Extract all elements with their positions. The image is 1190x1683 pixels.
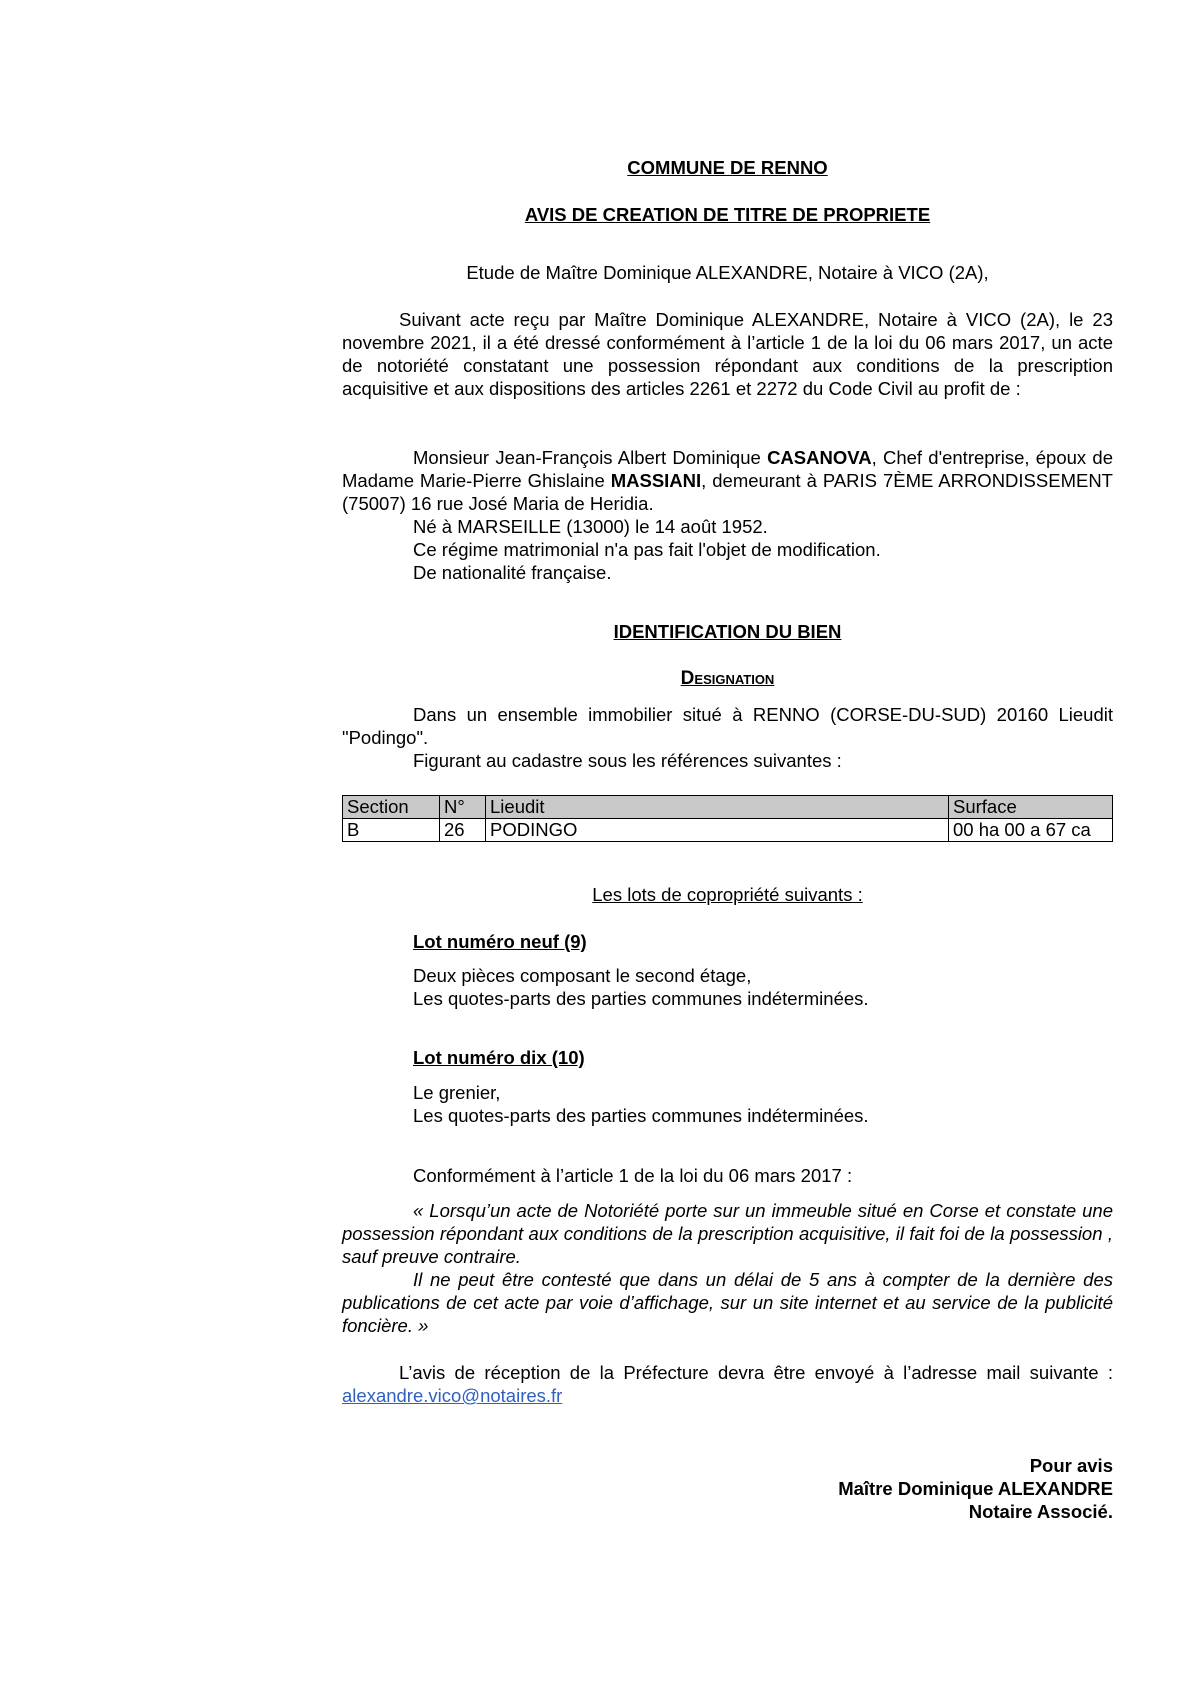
regime-line: Ce régime matrimonial n'a pas fait l'objet de modification. [413,539,881,560]
cell-surface: 00 ha 00 a 67 ca [949,819,1113,842]
etude-line: Etude de Maître Dominique ALEXANDRE, Notaire à VICO (2A), [466,262,989,283]
signature-line-1: Pour avis [1029,1455,1113,1476]
lot-10-line2: Les quotes-parts des parties communes indéterminées. [413,1105,869,1126]
location-paragraph: Dans un ensemble immobilier situé à RENNO (CORSE-DU-SUD) 20160 Lieudit "Podingo". [342,704,1113,748]
lots-title: Les lots de copropriété suivants : [592,884,863,905]
intro-paragraph: Suivant acte reçu par Maître Dominique ALEXANDRE, Notaire à VICO (2A), le 23 novembre 2021, il a été dressé conformément à l’article 1 de la loi du 06 mars 2017, un acte de notoriété constatant une possession répondant aux conditions de la prescription acquisitive et aux dispositions des articles 2261 et 2272 du Code Civil au profit de : [342,309,1113,399]
beneficiary-suffix: , demeurant à PARIS 7ÈME ARRONDISSEMENT (75007) 16 rue José Maria de Heridia. [342,470,1113,514]
beneficiary-paragraph [342,446,1113,515]
header-surface: Surface [949,796,1113,819]
cadastre-table [342,795,1113,842]
signature-title: Notaire Associé. [968,1501,1113,1522]
beneficiary-middle: , Chef d'entreprise, époux de Madame Marie-Pierre Ghislaine [342,447,1113,491]
lot-10-line1: Le grenier, [413,1082,501,1103]
table-header-row [343,796,1113,819]
law-intro: Conformément à l’article 1 de la loi du 06 mars 2017 : [413,1165,853,1186]
cadastre-intro: Figurant au cadastre sous les références suivantes : [413,750,842,771]
table-row [343,819,1113,842]
cell-number: 26 [440,819,486,842]
beneficiary-block [342,446,1113,584]
identification-title: IDENTIFICATION DU BIEN [613,621,842,642]
reception-text: L’avis de réception de la Préfecture devra être envoyé à l’adresse mail suivante : [399,1362,1113,1383]
beneficiary-surname: CASANOVA [767,447,872,468]
avis-title: AVIS DE CREATION DE TITRE DE PROPRIETE [524,204,931,225]
designation-title: Designation [680,668,775,689]
lot-10-label: Lot numéro dix (10) [413,1047,585,1068]
lot-9-line1: Deux pièces composant le second étage, [413,965,752,986]
signature-name: Maître Dominique ALEXANDRE [838,1478,1113,1499]
law-quote-1: « Lorsqu’un acte de Notoriété porte sur un immeuble situé en Corse et constate une possession répondant aux conditions de la prescription acquisitive, il fait foi de la possession , sauf preuve contraire. [342,1200,1113,1267]
commune-title: COMMUNE DE RENNO [627,157,828,178]
header-lieudit: Lieudit [486,796,949,819]
beneficiary-prefix: Monsieur Jean-François Albert Dominique [413,447,768,468]
spouse-surname: MASSIANI [610,470,702,491]
header-number: N° [440,796,486,819]
signature-block [342,1454,1113,1523]
cell-section: B [343,819,440,842]
header-section: Section [343,796,440,819]
email-link[interactable]: alexandre.vico@notaires.fr [342,1385,563,1406]
cadastre-table-wrap [342,795,1113,842]
reception-paragraph [342,1361,1113,1407]
lot-9-line2: Les quotes-parts des parties communes indéterminées. [413,988,869,1009]
cell-lieudit: PODINGO [486,819,949,842]
nationality-line: De nationalité française. [413,562,612,583]
lot-9-label: Lot numéro neuf (9) [413,931,587,952]
birth-line: Né à MARSEILLE (13000) le 14 août 1952. [413,516,768,537]
law-quote-2: Il ne peut être contesté que dans un délai de 5 ans à compter de la dernière des publications de cet acte par voie d’affichage, sur un site internet et au service de la publicité foncière. » [342,1269,1113,1336]
